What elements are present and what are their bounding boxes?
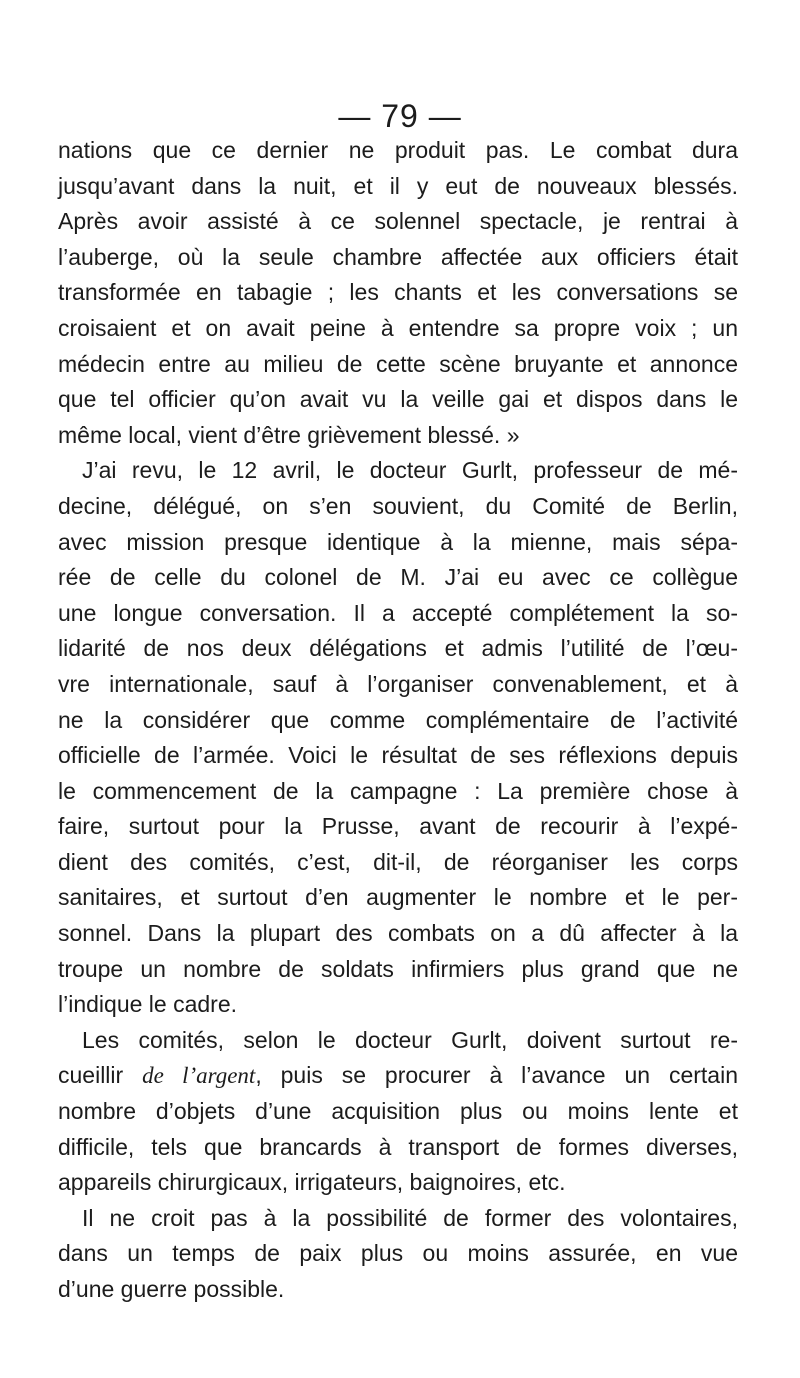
text-line: difficile, tels que brancards à transport de formes diverses, — [58, 1133, 738, 1160]
text-line: sonnel. Dans la plupart des combats on a dû affecter à la — [58, 920, 738, 947]
text-fragment: cueillir — [58, 1062, 143, 1089]
text-line: dient des comités, c’est, dit-il, de réorganiser les corps — [58, 848, 738, 875]
text-line: croisaient et on avait peine à entendre sa propre voix ; un — [58, 314, 738, 341]
text-line-with-italic — [58, 1058, 738, 1094]
text-line: l’auberge, où la seule chambre affectée aux officiers était — [58, 243, 738, 270]
text-line: decine, délégué, on s’en souvient, du Comité de Berlin, — [58, 492, 738, 519]
paragraph-start-line: Il ne croit pas à la possibilité de former des volontaires, — [82, 1204, 738, 1231]
text-line: d’une guerre possible. — [58, 1276, 285, 1302]
text-line: jusqu’avant dans la nuit, et il y eut de nouveaux blessés. — [58, 172, 738, 199]
text-line: appareils chirurgicaux, irrigateurs, baignoires, etc. — [58, 1169, 566, 1196]
text-line: même local, vient d’être grièvement blessé. » — [58, 421, 520, 448]
text-line: médecin entre au milieu de cette scène bruyante et annonce — [58, 350, 738, 377]
text-line: ne la considérer que comme complémentaire de l’activité — [58, 706, 738, 733]
body-text — [58, 133, 738, 1308]
text-line: transformée en tabagie ; les chants et les conversations se — [58, 279, 738, 306]
text-line: avec mission presque identique à la mienne, mais sépa- — [58, 528, 738, 555]
text-line: lidarité de nos deux délégations et admis l’utilité de l’œu- — [58, 635, 738, 662]
text-line: Après avoir assisté à ce solennel spectacle, je rentrai à — [58, 208, 738, 235]
text-line: sanitaires, et surtout d’en augmenter le nombre et le per- — [58, 884, 738, 911]
paragraph-start-line: Les comités, selon le docteur Gurlt, doivent surtout re- — [82, 1026, 738, 1053]
text-line: nations que ce dernier ne produit pas. Le combat dura — [58, 137, 738, 163]
paragraph-start-line: J’ai revu, le 12 avril, le docteur Gurlt, professeur de mé- — [82, 457, 738, 484]
text-line: l’indique le cadre. — [58, 991, 238, 1018]
text-line: le commencement de la campagne : La première chose à — [58, 777, 738, 804]
text-line: une longue conversation. Il a accepté complétement la so- — [58, 599, 738, 626]
text-line: faire, surtout pour la Prusse, avant de recourir à l’expé- — [58, 813, 738, 840]
text-line: troupe un nombre de soldats infirmiers plus grand que ne — [58, 955, 738, 982]
page-number: — 79 — — [338, 98, 462, 134]
text-fragment: , puis se procurer à l’avance un certain — [255, 1062, 738, 1089]
text-line: vre internationale, sauf à l’organiser convenablement, et à — [58, 670, 738, 697]
italic-phrase: de l’argent — [142, 1063, 256, 1089]
text-line: rée de celle du colonel de M. J’ai eu avec ce collègue — [58, 564, 738, 591]
text-line: dans un temps de paix plus ou moins assurée, en vue — [58, 1240, 738, 1267]
text-line: que tel officier qu’on avait vu la veille gai et dispos dans le — [58, 386, 738, 413]
text-line: nombre d’objets d’une acquisition plus ou moins lente et — [58, 1098, 738, 1125]
text-line: officielle de l’armée. Voici le résultat de ses réflexions depuis — [58, 742, 738, 769]
